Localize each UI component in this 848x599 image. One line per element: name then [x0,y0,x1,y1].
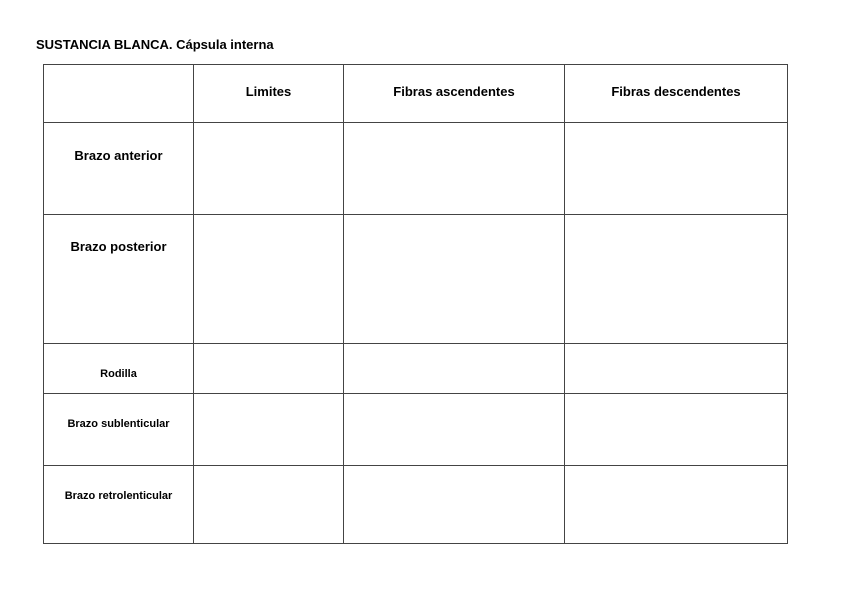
table-row [44,215,788,344]
header-label [44,65,193,84]
row-label: Brazo sublenticular [67,418,170,430]
table-cell [565,123,788,215]
table-row [44,123,788,215]
table-cell [194,123,344,215]
row-label: Brazo retrolenticular [64,490,173,502]
table-cell [565,344,788,394]
row-label: Rodilla [100,368,137,380]
header-cell-corner [44,65,194,123]
table-cell [565,215,788,344]
row-label-cell [44,466,194,544]
table-cell [344,466,565,544]
table-row [44,466,788,544]
header-cell-limites [194,65,344,123]
table-row [44,344,788,394]
header-label: Fibras descendentes [611,84,741,99]
row-label: Brazo anterior [74,148,163,163]
header-label: Fibras ascendentes [393,84,515,99]
table-cell [565,466,788,544]
row-label-cell [44,344,194,394]
row-label-cell [44,215,194,344]
header-label: Limites [245,84,292,99]
header-cell-fibras-ascendentes [344,65,565,123]
row-label: Brazo posterior [70,239,167,254]
table-cell [565,394,788,466]
table-cell [194,466,344,544]
row-label-cell [44,123,194,215]
table-cell [344,394,565,466]
table-cell [344,344,565,394]
page-title: SUSTANCIA BLANCA. Cápsula interna [36,37,274,52]
table-cell [194,344,344,394]
worksheet-table [43,64,788,544]
row-label-cell [44,394,194,466]
header-cell-fibras-descendentes [565,65,788,123]
table-cell [344,215,565,344]
table-cell [194,215,344,344]
table-row [44,394,788,466]
table-cell [194,394,344,466]
table-header-row [44,65,788,123]
table-cell [344,123,565,215]
